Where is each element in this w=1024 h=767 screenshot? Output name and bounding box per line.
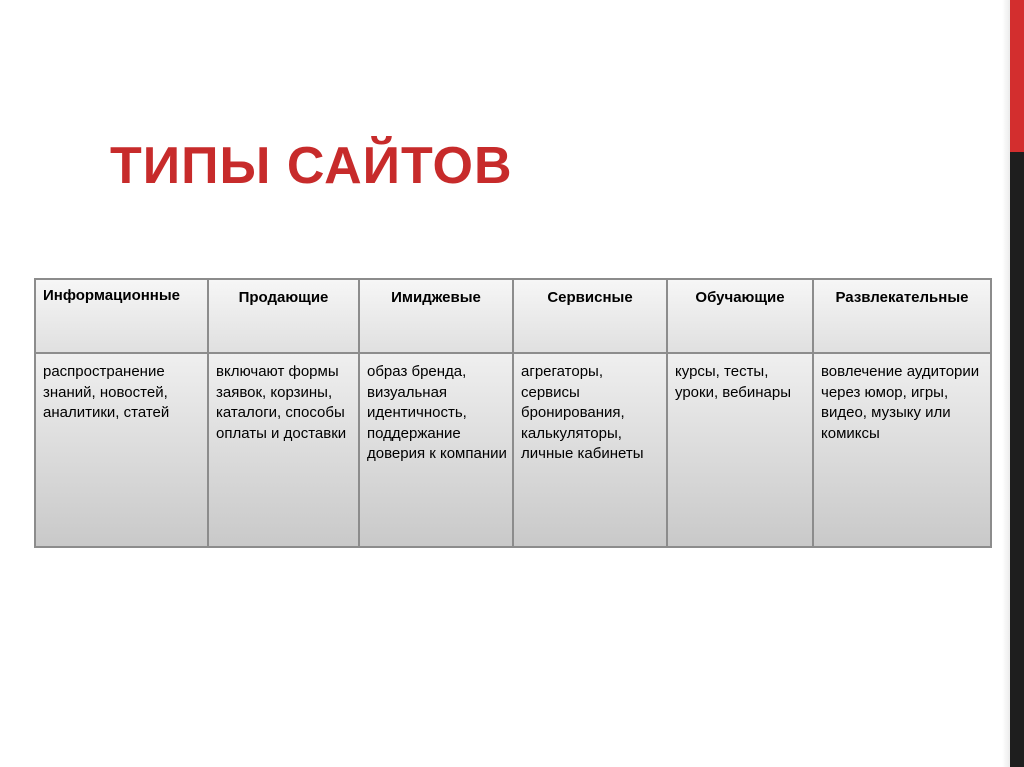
header-image: Имиджевые <box>359 279 513 353</box>
header-service: Сервисные <box>513 279 667 353</box>
edge-shadow <box>1002 0 1010 767</box>
cell-selling: включают формы заявок, корзины, каталоги, способы оплаты и доставки <box>208 353 359 547</box>
cell-educational: курсы, тесты, уроки, вебинары <box>667 353 813 547</box>
header-educational: Обучающие <box>667 279 813 353</box>
slide-title: ТИПЫ САЙТОВ <box>110 137 513 195</box>
table-row <box>35 353 991 547</box>
site-types-table <box>34 278 990 548</box>
cell-service: агрегаторы, сервисы бронирования, калькуляторы, личные кабинеты <box>513 353 667 547</box>
header-entertainment: Развлекательные <box>813 279 991 353</box>
edge-bar <box>1010 0 1024 767</box>
cell-entertainment: вовлечение аудитории через юмор, игры, видео, музыку или комиксы <box>813 353 991 547</box>
header-selling: Продающие <box>208 279 359 353</box>
cell-informational: распространение знаний, новостей, аналитики, статей <box>35 353 208 547</box>
table-header-row <box>35 279 991 353</box>
table <box>34 278 992 548</box>
edge-accent <box>1010 0 1024 152</box>
header-informational: Информационные <box>35 279 208 353</box>
cell-image: образ бренда, визуальная идентичность, поддержание доверия к компании <box>359 353 513 547</box>
